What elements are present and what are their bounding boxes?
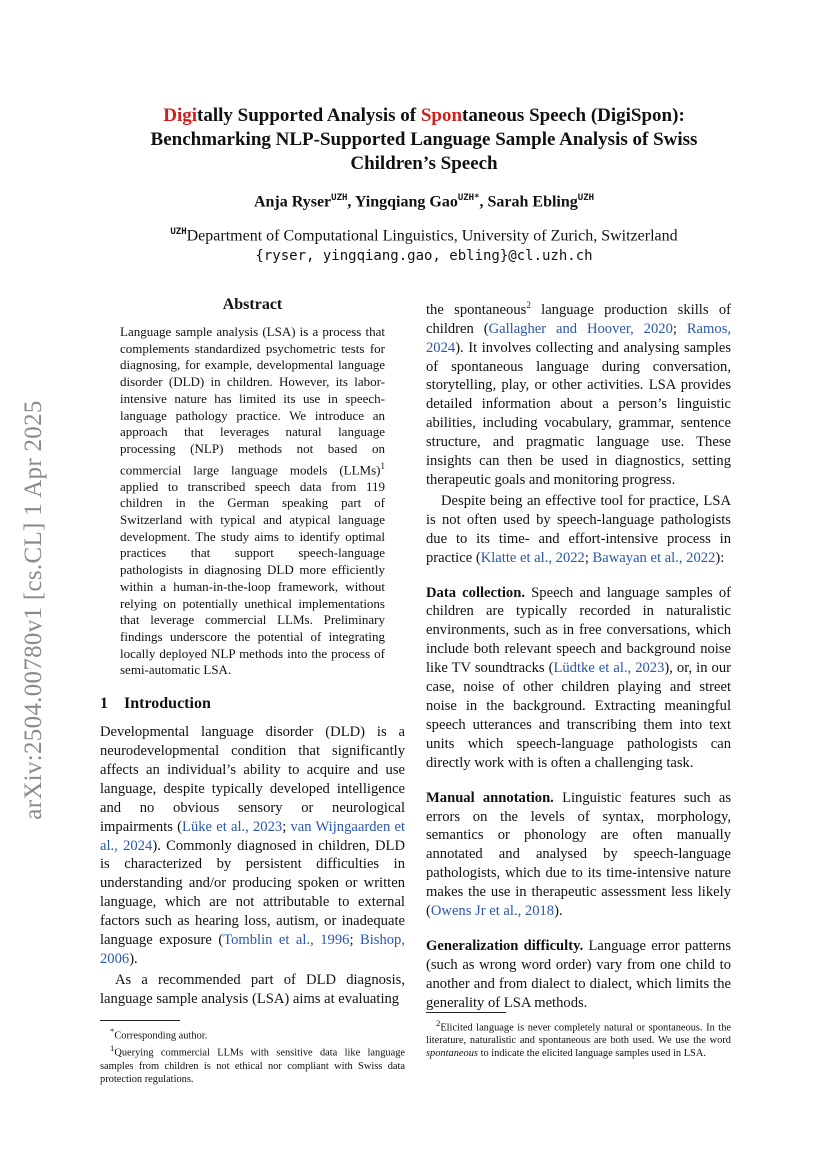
citation-link[interactable]: Bawayan et al., 2022 [592, 549, 716, 566]
data-collection-paragraph: Data collection. Speech and language samples of children are typically recorded in naturalistic environments, such as in free conversations, which include both relevant speech and background noise like TV soundtracks (Lüdtke et al., 2023), or, in our case, noise of other children playing and street noise in the background. Extracting meaningful speech utterances and transcribing them into text units which speech-language pathologists can directly work with is often a challenging task. [426, 584, 732, 771]
title-line-3: Children’s Speech [350, 153, 498, 174]
runin-heading: Data collection. [426, 584, 525, 601]
footnote-corresponding: *Corresponding author. [110, 1026, 208, 1042]
abstract-body: Language sample analysis (LSA) is a process that complements standardized psychometric tests for diagnosing, for example, developmental language disorder (DLD) in children. However, its labor-intensive nature has limited its use in speech-language pathology practice. We introduce an approach that leverages natural language processing (NLP) methods not based on commercial large language models (LLMs)$^1$ applied to transcribed speech data from 119 children in the German speaking part of Switzerland with typical and atypical language development. The study aims to identify optimal practices that support speech-language pathologists in diagnosing DLD more efficiently within a human-in-the-loop framework, without relying on potentially unethical implementations that leverage commercial LLMs. Preliminary findings underscore the potential of integrating locally deployed NLP methods into the process of semi-automatic LSA. [120, 324, 385, 678]
citation-link[interactable]: Klatte et al., 2022 [480, 549, 585, 566]
footnote-ref-1[interactable]: 1 [380, 460, 385, 471]
title-line-1: Digitally Supported Analysis of Spontaneous Speech (DigiSpon): [163, 105, 685, 126]
footnote-2: $^2$Elicited language is never completely natural or spontaneous. In the literature, naturalistic and spontaneous are both used. We use the word spontaneous to indicate the elicited language samples used in LSA. [426, 1018, 731, 1060]
left-footnotes [100, 1012, 405, 1086]
author-2: Yingqiang Gao [354, 193, 458, 211]
author-3: Sarah Ebling [487, 193, 578, 211]
author-list: Anja Ryser$^{UZH}$, Yingqiang Gao$^{UZH*}$, Sarah Ebling$^{UZH}$ [253, 193, 595, 211]
manual-annotation-paragraph: Manual annotation. Linguistic features such as errors on the levels of syntax, morphology, semantics or phonology are often manually annotated and analysed by speech-language pathologists, which due to its time-intensive nature makes the use in therapeutic assessment less likely (Owens Jr et al., 2018). [426, 789, 731, 920]
left-column [100, 296, 405, 1009]
citation-link[interactable]: Lüdtke et al., 2023 [553, 660, 665, 677]
author-1: Anja Ryser [253, 193, 332, 211]
citation-link[interactable]: Bishop, 2006 [100, 932, 405, 967]
intro-paragraph-1: Developmental language disorder (DLD) is a neurodevelopmental condition that significantly affects an individual’s ability to acquire and use language, despite typically developed intelligence and no obvious sensory or neurological impairments (Lüke et al., 2023; van Wijngaarden et al., 2024). Commonly diagnosed in children, DLD is characterized by persistent difficulties in understanding and/or producing spoken or written language, which are not attributable to external factors such as hearing loss, autism, or inadequate language exposure (Tomblin et al., 1996; Bishop, 2006). [100, 724, 406, 967]
author-emails: {ryser, yingqiang.gao, ebling}@cl.uzh.ch [255, 248, 593, 264]
intro-paragraph-2: As a recommended part of DLD diagnosis, language sample analysis (LSA) aims at evaluating [100, 971, 405, 1007]
citation-link[interactable]: Ramos, 2024 [426, 320, 732, 356]
citation-link[interactable]: Tomblin et al., 1996 [223, 932, 350, 949]
section-heading-introduction: 1 Introduction [100, 695, 211, 713]
affiliation: $^{UZH}$Department of Computational Linguistics, University of Zurich, Switzerland [170, 227, 678, 245]
right-footnotes [426, 1004, 731, 1060]
right-paragraph-1: the spontaneous$^2$ language production skills of children (Gallagher and Hoover, 2020; Ramos, 2024). It involves collecting and analysing samples of spontaneous language during conversation, storytelling, play, or other activities. LSA provides detailed information about a person’s linguistic abilities, including vocabulary, grammar, sentence structure, and pragmatic language use. These insights can then be used in diagnostics, setting therapeutic goals and monitoring progress. [426, 300, 732, 489]
runin-heading: Generalization difficulty. [426, 937, 584, 954]
citation-link[interactable]: Owens Jr et al., 2018 [430, 903, 555, 920]
right-paragraph-2: Despite being an effective tool for practice, LSA is not often used by speech-language pathologists due to its time- and effort-intensive process in practice (Klatte et al., 2022; Bawayan et al., 2022): [426, 492, 731, 566]
footnote-1: $^1$Querying commercial LLMs with sensitive data like language samples from children is not ethical nor compliant with Swiss data protection regulations. [100, 1043, 405, 1085]
title-highlight-digi: Digi [163, 105, 197, 126]
citation-link[interactable]: Gallagher and Hoover, 2020 [488, 320, 673, 337]
arxiv-identifier [16, 330, 52, 890]
paper-title [100, 104, 748, 176]
title-highlight-spon: Spon [420, 105, 463, 126]
citation-link[interactable]: van Wijngaarden et al., 2024 [100, 818, 406, 854]
runin-heading: Manual annotation. [426, 789, 554, 806]
citation-link[interactable]: Lüke et al., 2023 [182, 818, 283, 835]
abstract-heading: Abstract [222, 296, 283, 313]
footnote-ref-2[interactable]: 2 [526, 300, 531, 310]
arxiv-identifier-text: arXiv:2504.00780v1 [cs.CL] 1 Apr 2025 [20, 400, 47, 820]
title-line-2: Benchmarking NLP-Supported Language Sample Analysis of Swiss [150, 129, 698, 150]
right-column [426, 296, 731, 1013]
footnote-divider [426, 1012, 506, 1013]
generalization-paragraph: Generalization difficulty. Language error patterns (such as wrong word order) vary from one child to another and from dialect to dialect, which limits the generality of LSA methods. [426, 937, 731, 1011]
footnote-divider [100, 1020, 180, 1021]
